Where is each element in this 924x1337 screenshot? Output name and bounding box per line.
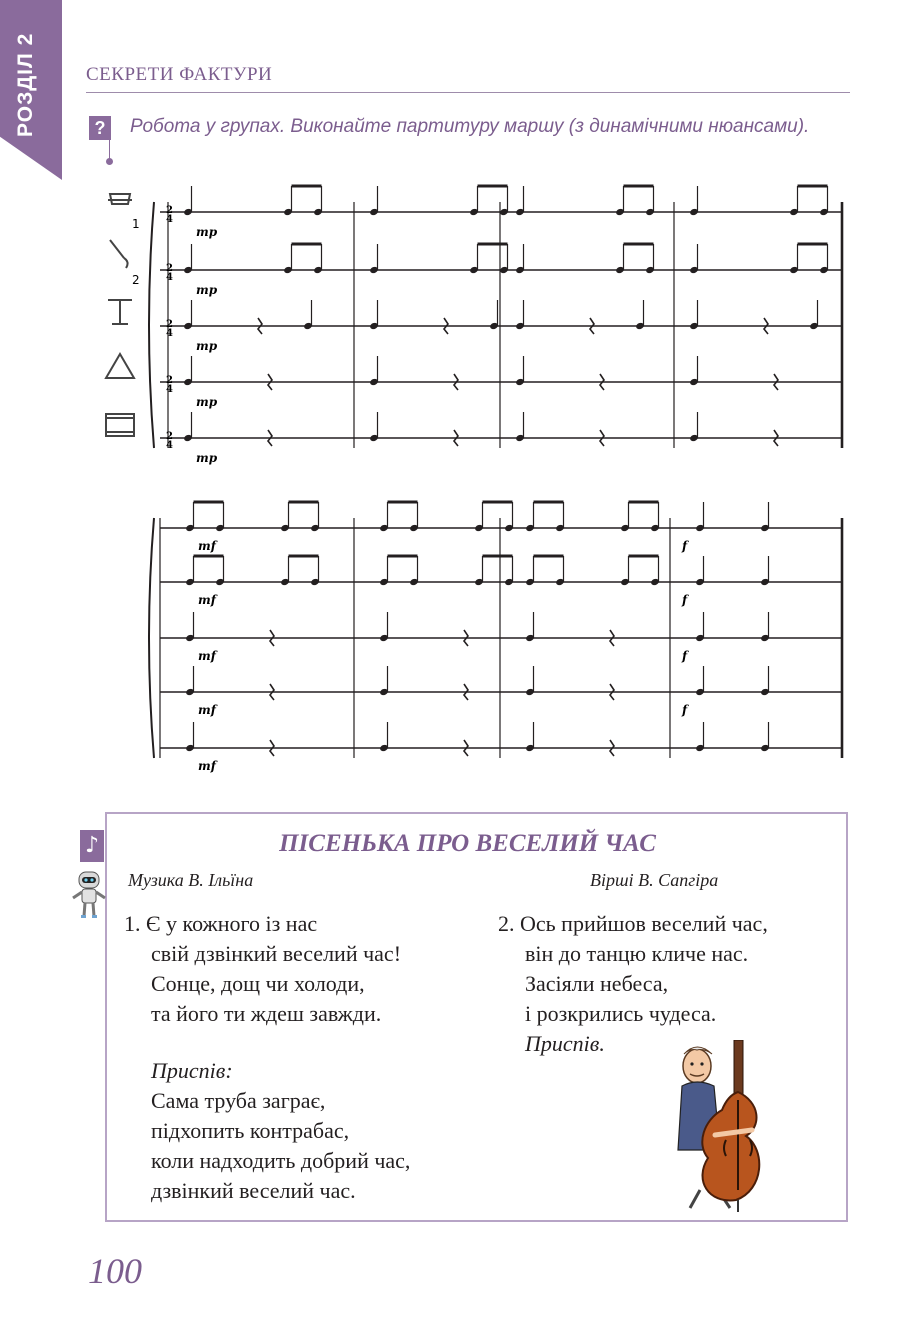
dynamic-marking: mf (198, 539, 216, 553)
dynamic-marking: mf (198, 703, 216, 717)
time-signature-bottom: 4 (166, 440, 173, 451)
system-brace (149, 518, 154, 758)
dynamic-marking: f (682, 593, 688, 607)
lyric-line: Сонце, дощ чи холоди, (151, 971, 365, 996)
percussion-score (90, 180, 860, 780)
song-title: ПІСЕНЬКА ПРО ВЕСЕЛИЙ ЧАС (279, 830, 656, 857)
double-bass-player-illustration (660, 1040, 770, 1215)
dynamic-marking: mp (196, 339, 218, 353)
lyric-line: свій дзвінкий веселий час! (151, 941, 402, 966)
cymbal-on-stand-icon (108, 300, 132, 324)
lyric-line: дзвінкий веселий час. (151, 1178, 356, 1203)
dynamic-marking: f (682, 703, 688, 717)
dynamic-marking: mp (196, 395, 218, 409)
lyric-line: 1. Є у кожного із нас (124, 911, 318, 936)
section-title: СЕКРЕТИ ФАКТУРИ (86, 64, 273, 85)
dynamic-marking: mf (198, 759, 216, 773)
dynamic-marking: mp (196, 283, 218, 297)
dynamic-marking: mp (196, 225, 218, 239)
page-number: 100 (88, 1251, 142, 1291)
system-brace (149, 202, 154, 448)
time-signature-top: 2 (166, 263, 173, 274)
time-signature-top: 2 (166, 319, 173, 330)
verse-2 (498, 909, 768, 1059)
drum-with-sticks-icon (108, 194, 132, 204)
lyric-line: 2. Ось прийшов веселий час, (498, 911, 768, 936)
question-icon-stem (109, 140, 110, 160)
lyricist-credit: Вірші В. Сапгіра (590, 870, 719, 890)
composer-credit: Музика В. Ільїна (128, 870, 254, 890)
stave-number: 1 (132, 217, 140, 231)
dynamic-marking: mf (198, 649, 216, 663)
time-signature-bottom: 4 (166, 328, 173, 339)
lyric-line: підхопить контрабас, (151, 1118, 350, 1143)
lyric-line: і розкрились чудеса. (525, 1001, 717, 1026)
question-icon: ? (89, 116, 111, 140)
triangle-icon (106, 354, 134, 378)
chorus (151, 1056, 410, 1206)
time-signature-top: 2 (166, 375, 173, 386)
snare-drum-icon (106, 414, 134, 436)
lyric-line: Засіяли небеса, (525, 971, 669, 996)
lyric-line: він до танцю кличе нас. (525, 941, 749, 966)
time-signature-bottom: 4 (166, 214, 173, 225)
header-divider (86, 92, 850, 93)
music-note-icon: ♪ (80, 830, 104, 862)
dynamic-marking: f (682, 539, 688, 553)
lyric-line: Сама труба заграє, (151, 1088, 326, 1113)
question-icon-dot (106, 158, 113, 165)
dynamic-marking: f (682, 649, 688, 663)
chorus-label: Приспів: (151, 1058, 233, 1083)
section-tab-label: РОЗДІЛ 2 (14, 32, 37, 138)
stave-number: 2 (132, 273, 140, 287)
task-instruction: Робота у групах. Виконайте партитуру маршу (з динамічними нюансами). (130, 116, 810, 137)
robot-icon (68, 868, 110, 922)
refrain-label: Приспів. (525, 1031, 605, 1056)
dynamic-marking: mp (196, 451, 218, 465)
time-signature-bottom: 4 (166, 384, 173, 395)
lyric-line: коли надходить добрий час, (151, 1148, 411, 1173)
dynamic-marking: mf (198, 593, 216, 607)
verse-1 (124, 909, 401, 1029)
time-signature-bottom: 4 (166, 272, 173, 283)
time-signature-top: 2 (166, 431, 173, 442)
lyric-line: та його ти ждеш завжди. (151, 1001, 382, 1026)
maracas-icon (110, 240, 128, 268)
time-signature-top: 2 (166, 205, 173, 216)
